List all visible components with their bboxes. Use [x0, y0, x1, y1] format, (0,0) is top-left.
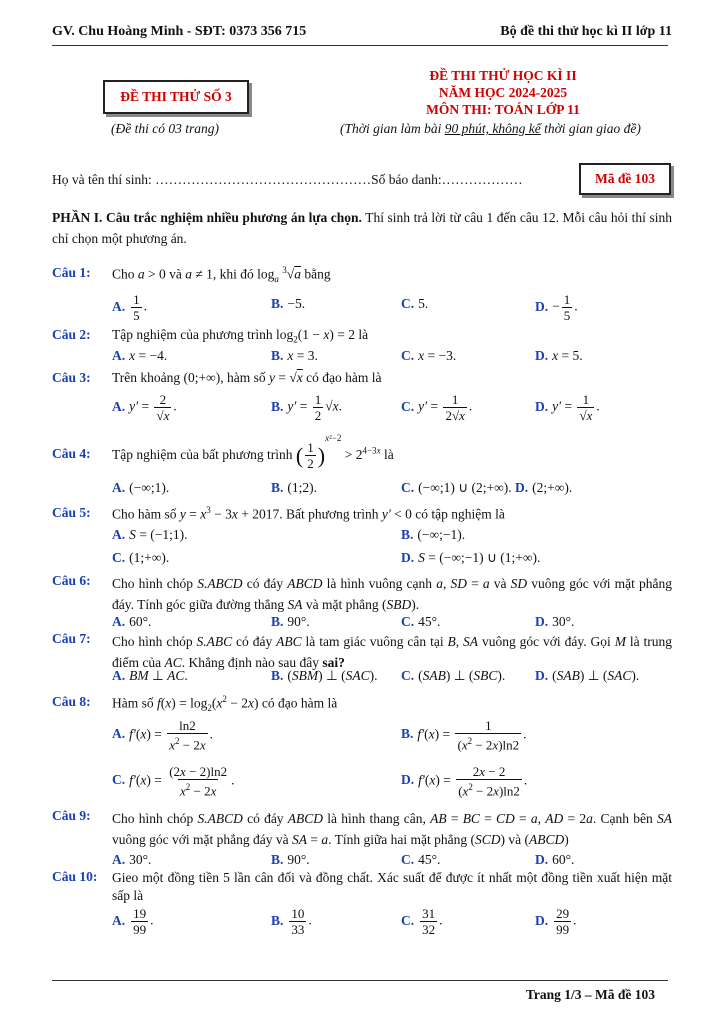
time-note-a: (Thời gian làm bài	[340, 121, 442, 136]
question-label: Câu 10:	[52, 869, 98, 884]
page-footer: Trang 1/3 – Mã đề 103	[525, 987, 655, 1002]
answer-option: B. 90°.	[271, 614, 310, 629]
answer-option: B. (1;2).	[271, 480, 318, 495]
question-10	[52, 869, 112, 885]
question-label: Câu 6:	[52, 573, 91, 588]
question-text: Tập nghiệm của bất phương trình ( $\frac{1}{2}$ )$^{x^2-2} > 2^{4-3x}$ là	[112, 433, 394, 472]
answer-option: B. −5.	[271, 296, 306, 311]
answer-option: D. − $\frac{1}{5}$ .	[535, 292, 578, 323]
answer-option: C. y′ = $\frac{1}{2√x}$ .	[401, 392, 473, 423]
answer-option: A. (−∞;1).	[112, 480, 170, 495]
question-2	[52, 327, 112, 343]
question-text: Trên khoảng (0;+∞), hàm số y = √x có đạo hàm là	[112, 370, 382, 385]
answer-option: B. x = 3.	[271, 348, 318, 363]
answer-option: C. f′(x) = $\frac{(2x - 2)\ln 2}{x^2 - 2x}$ .	[112, 764, 235, 799]
answer-option: D. (SAB) ⊥ (SAC).	[535, 668, 640, 683]
question-label: Câu 9:	[52, 808, 91, 823]
answer-option: A. $\frac{19}{99}$ .	[112, 906, 154, 937]
answer-option: D. x = 5.	[535, 348, 583, 363]
question-label: Câu 8:	[52, 694, 91, 709]
header-series: Bộ đề thi thử học kì II lớp 11	[500, 24, 672, 39]
question-5	[52, 505, 112, 521]
time-note	[340, 121, 641, 137]
answer-option: C. $\frac{31}{32}$ .	[401, 906, 443, 937]
answer-option: A. S = (−1;1).	[112, 527, 188, 542]
answer-option: C. x = −3.	[401, 348, 457, 363]
answer-option: C. 5.	[401, 296, 429, 311]
answer-option: D. y′ = $\frac{1}{√x}$ .	[535, 392, 600, 423]
answer-option: D. S = (−∞;−1) ∪ (1;+∞).	[401, 550, 541, 565]
question-9	[52, 808, 112, 824]
question-text: Tập nghiệm của phương trình $\log_2(1 - x) = 2$ là	[112, 327, 369, 345]
answer-option: A. y′ = $\frac{2}{√x}$ .	[112, 392, 177, 423]
pages-note: (Đề thi có 03 trang)	[111, 121, 219, 136]
question-text: Cho hình chóp S.ABCD có đáy ABCD là hình vuông cạnh a, SD = a và SD vuông góc với mặt phẳng đáy. Tính góc giữa đường thẳng SA và mặt phẳng (SBD).	[112, 576, 672, 612]
question-text: Gieo một đồng tiền 5 lần cân đối và đồng chất. Xác suất để được ít nhất một đồng tiền xuất hiện mặt sấp là	[112, 870, 672, 903]
answer-option: A. BM ⊥ AC.	[112, 668, 188, 683]
answer-option: A. x = −4.	[112, 348, 168, 363]
question-label: Câu 4:	[52, 446, 91, 461]
answer-option: D. f′(x) = $\frac{2x - 2}{(x^2 - 2x)\ln 2}$ .	[401, 764, 528, 799]
answer-option: C. (SAB) ⊥ (SBC).	[401, 668, 506, 683]
answer-option: C. (1;+∞).	[112, 550, 170, 565]
footer-divider	[52, 980, 668, 981]
page-header	[52, 24, 672, 42]
question-text: Cho hình chóp S.ABCD có đáy ABCD là hình thang cân, AB = BC = CD = a, AD = 2a. Cạnh bên SA vuông góc với mặt phẳng đáy và SA = a. Tính giữa hai mặt phẳng (SCD) và (ABCD)	[112, 811, 672, 847]
question-text: Cho a > 0 và a ≠ 1, khi đó $\log_a ^3√a$ bằng	[112, 265, 331, 285]
exam-title-1: ĐỀ THI THỬ HỌC KÌ II	[429, 68, 577, 83]
exam-title-3: MÔN THI: TOÁN LỚP 11	[426, 102, 580, 117]
question-text: Cho hình chóp S.ABC có đáy ABC là tam giác vuông cân tại B, SA vuông góc với đáy. Gọi M là trung điểm của AC. Khẳng định nào sau đây sai?	[112, 634, 673, 670]
answer-option: D. 60°.	[535, 852, 575, 867]
question-label: Câu 3:	[52, 370, 91, 385]
question-1	[52, 265, 112, 281]
part1-instructions	[52, 207, 672, 249]
question-7	[52, 631, 112, 647]
time-note-b: 90 phút, không kể	[444, 121, 541, 136]
question-text: Cho hàm số $y = x^3 - 3x + 2017$. Bất phương trình y′ < 0 có tập nghiệm là	[112, 505, 505, 522]
header-author: GV. Chu Hoàng Minh - SĐT: 0373 356 715	[52, 24, 307, 39]
answer-option: D. $\frac{29}{99}$ .	[535, 906, 577, 937]
question-label: Câu 2:	[52, 327, 91, 342]
answer-option: B. y′ = $\frac{1}{2}$ √x.	[271, 392, 343, 423]
question-6	[52, 573, 112, 589]
exam-code-box: Mã đề 103	[579, 163, 671, 195]
exam-number-box: ĐỀ THI THỬ SỐ 3	[103, 80, 249, 114]
part1-desc: Thí sinh trả lời từ câu 1 đến câu 12. Mỗi câu hỏi thí sinh chỉ chọn một phương án.	[52, 210, 672, 246]
answer-option: D. 30°.	[535, 614, 575, 629]
answer-option: B. $\frac{10}{33}$ .	[271, 906, 312, 937]
question-8	[52, 694, 112, 710]
header-divider	[52, 45, 668, 46]
question-text: Hàm số $f(x) = \log_2(x^2 - 2x)$ có đạo hàm là	[112, 694, 338, 714]
question-3	[52, 370, 112, 386]
answer-option: C. 45°.	[401, 614, 441, 629]
exam-title-2: NĂM HỌC 2024-2025	[438, 85, 568, 100]
answer-option: B. (−∞;−1).	[401, 527, 466, 542]
question-label: Câu 1:	[52, 265, 91, 280]
answer-option: B. 90°.	[271, 852, 310, 867]
answer-option: A. f′(x) = $\frac{\ln 2}{x^2 - 2x}$ .	[112, 718, 213, 753]
answer-option: C. (−∞;1) ∪ (2;+∞). D. (2;+∞).	[401, 480, 573, 495]
question-label: Câu 7:	[52, 631, 91, 646]
answer-option: A. $\frac{1}{5}$ .	[112, 292, 147, 323]
answer-option: A. 30°.	[112, 852, 152, 867]
question-4	[52, 446, 112, 462]
part1-title: PHẦN I. Câu trắc nghiệm nhiều phương án lựa chọn.	[52, 210, 362, 225]
time-note-c: thời gian giao đề)	[544, 121, 641, 136]
answer-option: A. 60°.	[112, 614, 152, 629]
answer-option: B. f′(x) = $\frac{1}{(x^2 - 2x)\ln 2}$ .	[401, 718, 527, 753]
answer-option: C. 45°.	[401, 852, 441, 867]
student-info-line: Họ và tên thí sinh: …………………………………………Số báo danh:………………	[52, 172, 523, 187]
answer-option: B. (SBM) ⊥ (SAC).	[271, 668, 378, 683]
question-label: Câu 5:	[52, 505, 91, 520]
